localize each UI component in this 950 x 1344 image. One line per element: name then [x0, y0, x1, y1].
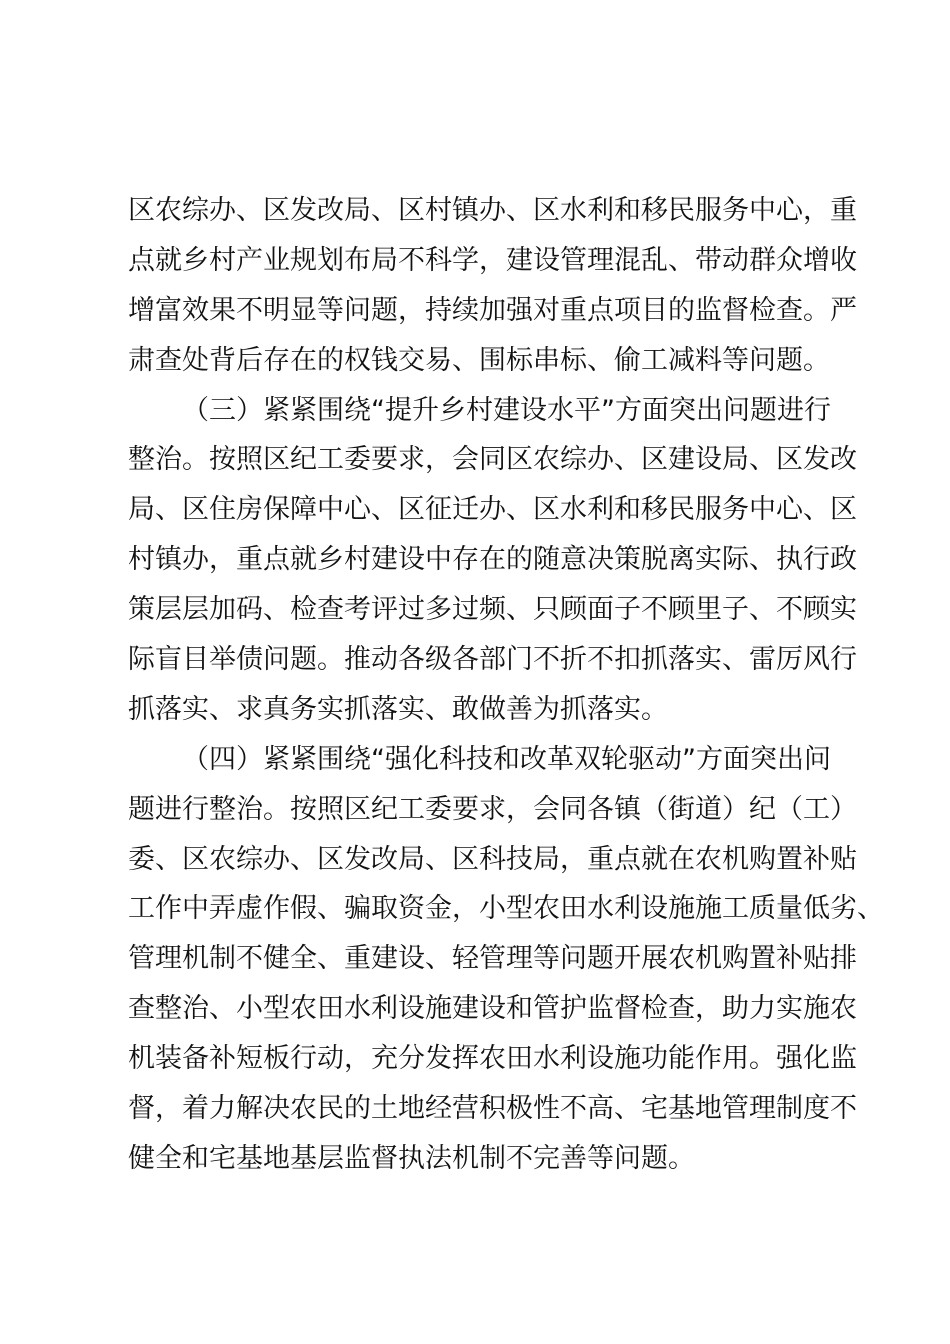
- text-line: 管理机制不健全、重建设、轻管理等问题开展农机购置补贴排: [128, 943, 857, 975]
- document-body: [128, 186, 884, 1184]
- text-line: 村镇办，重点就乡村建设中存在的随意决策脱离实际、执行政: [128, 544, 857, 576]
- text-line: 查整治、小型农田水利设施建设和管护监督检查，助力实施农: [128, 993, 857, 1025]
- text-line: 抓落实、求真务实抓落实、敢做善为抓落实。: [128, 693, 668, 725]
- text-line: 点就乡村产业规划布局不科学，建设管理混乱、带动群众增收: [128, 244, 857, 276]
- text-line: 整治。按照区纪工委要求，会同区农综办、区建设局、区发改: [128, 444, 857, 476]
- text-line: 际盲目举债问题。推动各级各部门不折不扣抓落实、雷厉风行: [128, 644, 857, 676]
- paragraph-1: [128, 186, 857, 386]
- text-line: 增富效果不明显等问题，持续加强对重点项目的监督检查。严: [128, 294, 857, 326]
- text-line: 区农综办、区发改局、区村镇办、区水利和移民服务中心，重: [128, 195, 857, 226]
- text-line: 题进行整治。按照区纪工委要求，会同各镇（街道）纪（工）: [128, 793, 857, 825]
- text-line: （四）紧紧围绕“强化科技和改革双轮驱动”方面突出问: [182, 743, 831, 775]
- text-line: 健全和宅基地基层监督执法机制不完善等问题。: [128, 1142, 695, 1174]
- text-line: （三）紧紧围绕“提升乡村建设水平”方面突出问题进行: [182, 394, 831, 426]
- text-line: 局、区住房保障中心、区征迁办、区水利和移民服务中心、区: [128, 494, 857, 526]
- paragraph-3: [128, 735, 884, 1184]
- text-line: 委、区农综办、区发改局、区科技局，重点就在农机购置补贴: [128, 843, 857, 875]
- text-line: 督，着力解决农民的土地经营积极性不高、宅基地管理制度不: [128, 1093, 857, 1125]
- text-line: 工作中弄虚作假、骗取资金，小型农田水利设施施工质量低劣、: [128, 893, 884, 925]
- text-line: 机装备补短板行动，充分发挥农田水利设施功能作用。强化监: [128, 1043, 857, 1075]
- paragraph-2: [128, 386, 857, 735]
- text-line: 策层层加码、检查考评过多过频、只顾面子不顾里子、不顾实: [128, 594, 857, 626]
- text-line: 肃查处背后存在的权钱交易、围标串标、偷工减料等问题。: [128, 344, 830, 376]
